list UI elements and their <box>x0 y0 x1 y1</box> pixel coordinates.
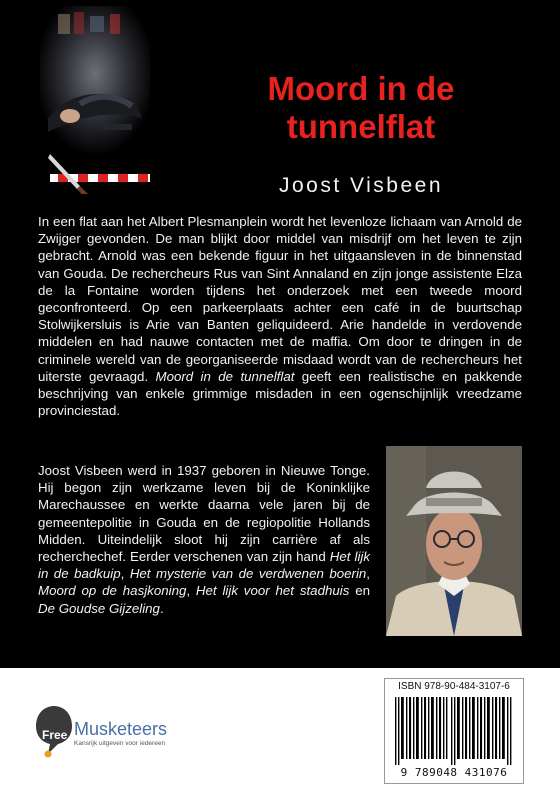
previous-work: Het lijk in de badkuip <box>38 549 370 582</box>
publisher-badge: Free <box>42 728 68 742</box>
bio-separator: en <box>349 583 371 599</box>
bio-end: . <box>159 600 164 616</box>
barcode-icon <box>391 697 517 765</box>
bio-text: Joost Visbeen werd in 1937 geboren in Nieuwe Tonge. Hij begon zijn werkzame leven bij de Koninklijke Marechaussee en werkte daarna vele jaren bij de gemeentepolitie in Gouda en de regiopolitie Hollands Midden. Uiteindelijk sloot hij zijn carrière af als recherchechef. Eerder verschenen van zijn hand <box>38 463 370 565</box>
book-title: Moord in de tunnelflat <box>267 70 455 145</box>
barcode-digits: 9 789048 431076 <box>400 766 508 779</box>
author-photo <box>386 446 522 636</box>
footer <box>0 668 560 800</box>
blurb-text-end: geeft een realistische en pakkende beschrijving van enkele grimmige misdaden in een ogenschijnlijk vreedzame provinciestad. <box>38 368 523 419</box>
isbn-label: ISBN 978-90-484-3107-6 <box>398 681 510 692</box>
author-name: Joost Visbeen <box>278 174 444 197</box>
blurb-text: In een flat aan het Albert Plesmanplein wordt het levenloze lichaam van Arnold de Zwijger gevonden. De man blijkt door middel van misdrijf om het leven te zijn gebracht. Arnold was een bekende figuur in het uitgaansleven in de binnenstad van Gouda. De rechercheurs Rus van Sint Annaland en zijn jonge assistente Elza de la Fontaine worden tijdens het onderzoek met een tweede moord geconfronteerd. Op een parkeerplaats achter een café in de buurtschap Stolwijkersluis is Arie van Banten geliquideerd. Arie handelde in verdovende middelen en had nauwe contacten met de maffia. Om door te dringen in de criminele wereld van de georganiseerde misdaad wordt van de rechercheurs het uiterste gevraagd. <box>38 214 522 384</box>
publisher-name: Musketeers <box>74 719 168 739</box>
previous-work: Moord op de hasjkoning <box>38 583 187 599</box>
previous-work: Het lijk voor het stadhuis <box>195 583 350 599</box>
bio-separator: , <box>366 566 370 582</box>
publisher-logo <box>36 706 196 766</box>
author-bio <box>38 462 370 617</box>
publisher-tagline: Kansrijk uitgeven voor iedereen <box>74 740 166 747</box>
crime-scene-photo <box>40 6 150 194</box>
book-blurb <box>38 213 522 419</box>
blurb-title-reference: Moord in de tunnelflat <box>155 368 295 384</box>
previous-work: Het mysterie van de verdwenen boerin <box>129 566 367 582</box>
isbn-barcode <box>384 678 524 784</box>
previous-work: De Goudse Gijzeling <box>38 600 160 616</box>
bio-separator: , <box>186 583 196 599</box>
bio-separator: , <box>120 566 130 582</box>
